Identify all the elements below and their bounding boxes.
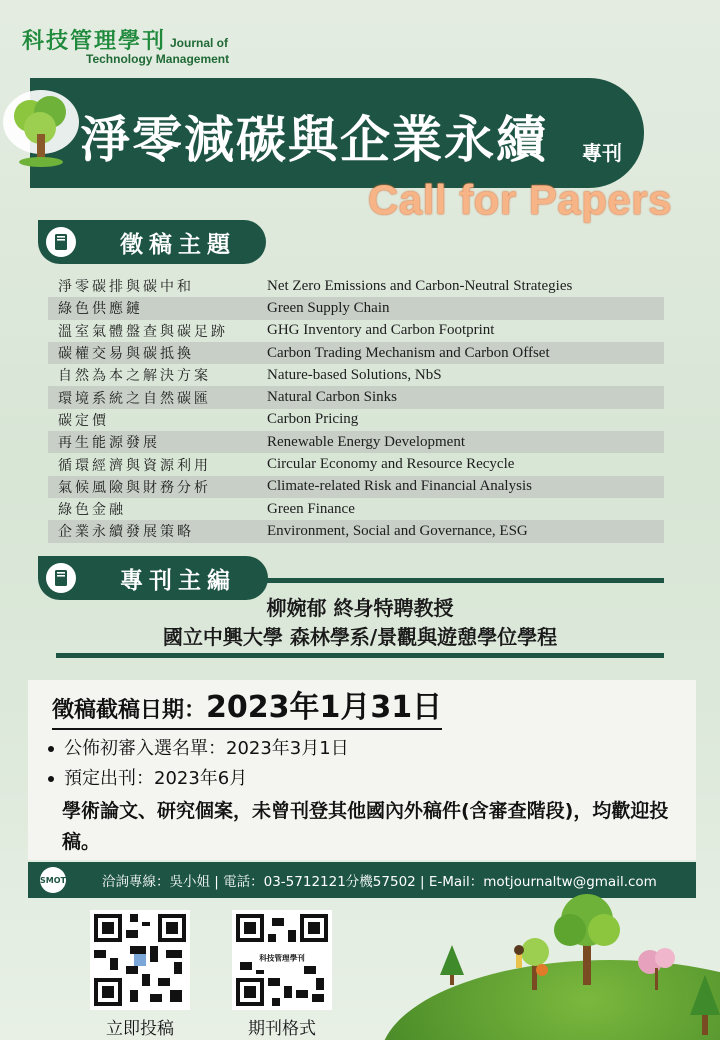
tree-icon: [0, 86, 82, 170]
submission-note: 學術論文、研究個案，未曾刊登其他國內外稿件(含審查階段)，均歡迎投稿。: [62, 800, 669, 853]
topic-zh: 溫室氣體盤查與碳足跡: [58, 323, 228, 340]
submit-qr-code[interactable]: [90, 910, 190, 1010]
small-tree-icon: [440, 945, 464, 985]
deadline-date: 2023年1月31日: [206, 690, 443, 725]
topic-en: GHG Inventory and Carbon Footprint: [267, 322, 495, 339]
topic-row: [48, 364, 664, 386]
topic-row: [48, 297, 664, 319]
topic-zh: 碳定價: [58, 412, 109, 429]
topic-zh: 碳權交易與碳抵換: [58, 346, 194, 363]
small-tree-icon: [690, 975, 720, 1035]
topic-zh: 自然為本之解決方案: [58, 368, 211, 385]
topic-row: [48, 409, 664, 431]
topic-row: [48, 453, 664, 475]
topic-row: [48, 275, 664, 297]
bullet-text: 公佈初審入選名單：2023年3月1日: [64, 738, 349, 759]
bullet-item: [48, 734, 349, 760]
contact-text[interactable]: 洽詢專線：吳小姐 | 電話：03-5712121分機57502 | E-Mail：motjournaltw@gmail.com: [102, 874, 657, 890]
topics-heading-label: 徵稿主題: [120, 231, 236, 258]
bullet-item: [48, 764, 247, 790]
topic-row: [48, 320, 664, 342]
divider: [56, 653, 664, 658]
topic-en: Carbon Pricing: [267, 411, 359, 428]
topic-row: [48, 476, 664, 498]
topic-row: [48, 342, 664, 364]
smot-logo-text: SMOT: [40, 875, 66, 885]
deadline-label: 徵稿截稿日期：: [52, 698, 207, 723]
divider: [262, 578, 664, 583]
qr-embedded-text: 科技管理學刊: [259, 953, 305, 963]
qr-label-format: 期刊格式: [248, 1019, 316, 1039]
topics-table: [48, 275, 664, 543]
topic-row: [48, 498, 664, 520]
call-for-papers-heading: Call for Papers: [368, 176, 672, 223]
qr-label-submit: 立即投稿: [106, 1019, 174, 1039]
journal-name-en-line2: Technology Management: [86, 52, 230, 66]
topic-en: Green Supply Chain: [267, 299, 390, 316]
topic-en: Climate-related Risk and Financial Analysis: [267, 478, 532, 495]
topic-zh: 再生能源發展: [58, 435, 160, 452]
title-suffix: 專刊: [582, 141, 622, 165]
topic-en: Renewable Energy Development: [267, 433, 465, 450]
topic-en: Carbon Trading Mechanism and Carbon Offset: [267, 344, 550, 361]
smot-logo: [40, 867, 66, 893]
topics-section-heading: [38, 220, 266, 264]
book-icon: [46, 563, 76, 593]
topic-zh: 綠色金融: [58, 502, 126, 519]
topic-row: [48, 431, 664, 453]
editor-name: 柳婉郁 終身特聘教授: [266, 596, 454, 620]
deadline-heading: [52, 682, 442, 730]
topic-zh: 循環經濟與資源利用: [58, 457, 211, 474]
topic-en: Natural Carbon Sinks: [267, 389, 397, 406]
topic-zh: 氣候風險與財務分析: [58, 479, 211, 496]
trees-illustration: [500, 890, 720, 1000]
topic-en: Circular Economy and Resource Recycle: [267, 456, 515, 473]
topic-row: [48, 386, 664, 408]
book-icon: [46, 227, 76, 257]
topic-row: [48, 520, 664, 542]
topic-en: Nature-based Solutions, NbS: [267, 366, 442, 383]
journal-name-zh: 科技管理學刊: [22, 28, 167, 54]
editor-heading-label: 專刊主編: [120, 567, 236, 594]
topic-zh: 淨零碳排與碳中和: [58, 279, 194, 296]
journal-name-en-line1: Journal of: [170, 36, 229, 50]
editor-affiliation: 國立中興大學 森林學系/景觀與遊憩學位學程: [162, 625, 558, 649]
topic-en: Environment, Social and Governance, ESG: [267, 522, 528, 539]
topic-zh: 綠色供應鏈: [58, 301, 143, 318]
topic-en: Green Finance: [267, 500, 355, 517]
topic-zh: 企業永續發展策略: [58, 524, 194, 541]
page-title: 淨零減碳與企業永續: [80, 111, 548, 169]
bullet-text: 預定出刊：2023年6月: [64, 768, 248, 789]
topic-zh: 環境系統之自然碳匯: [58, 390, 211, 407]
topic-en: Net Zero Emissions and Carbon-Neutral Strategies: [267, 277, 573, 294]
format-qr-code[interactable]: [232, 910, 332, 1010]
